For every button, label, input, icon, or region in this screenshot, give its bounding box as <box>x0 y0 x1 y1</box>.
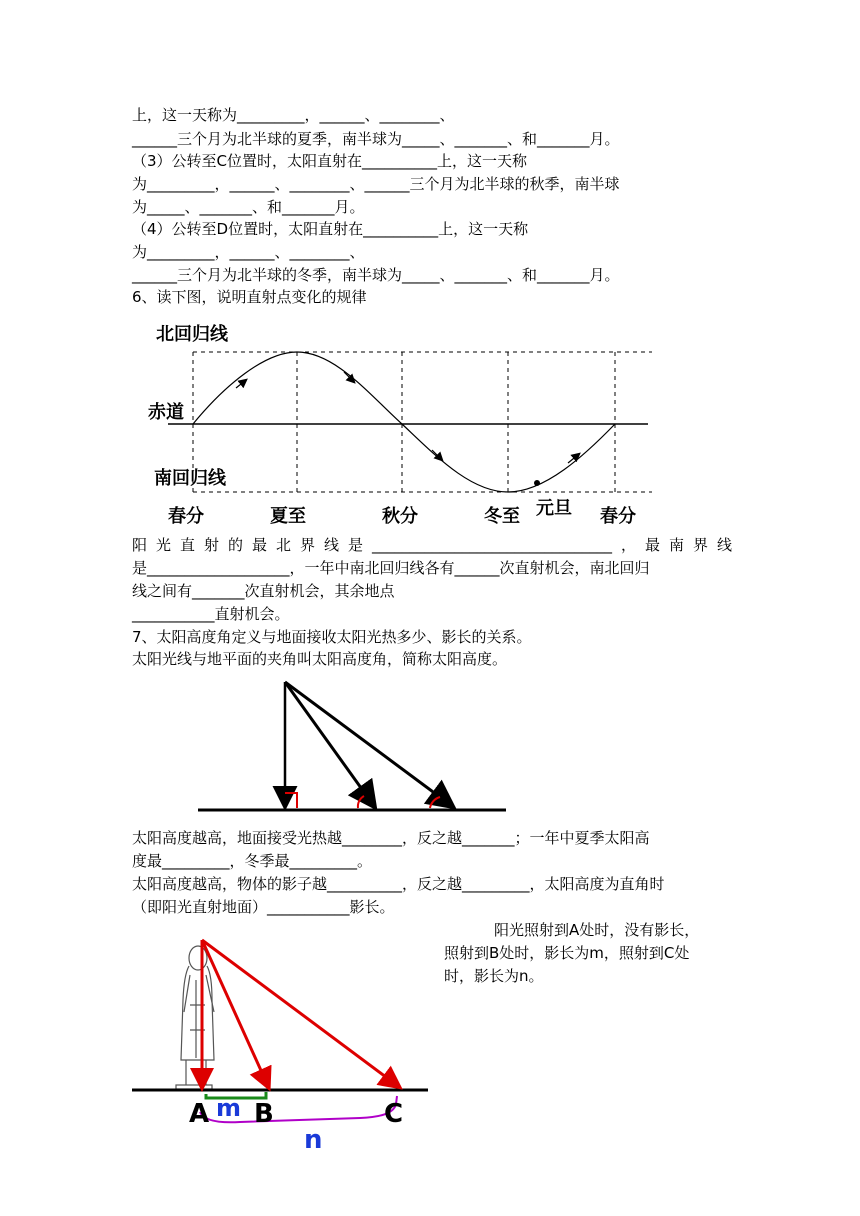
arrow-4 <box>568 454 579 463</box>
q6-line-1: 阳光直射的最北界线是________________________________，最南界线 <box>132 536 732 554</box>
ray-to-b <box>202 940 268 1086</box>
shadow-m-bracket <box>206 1092 266 1098</box>
new-year-label: 元旦 <box>536 498 572 519</box>
q7-para1-line2: 度最_________，冬季最_________。 <box>132 852 373 870</box>
angle-arc-low <box>430 797 440 808</box>
shadow-text-1: 阳光照射到A处时，没有影长， <box>494 921 700 939</box>
point-c-label: C <box>384 1099 404 1129</box>
text-line-7: 为_________，______、________、 <box>132 243 365 261</box>
text-line-3: （3）公转至C位置时，太阳直射在__________上，这一天称 <box>132 152 528 170</box>
season-label-5: 春分 <box>600 506 636 527</box>
new-year-dot <box>534 480 540 486</box>
shadow-n-label: n <box>304 1125 323 1155</box>
text-line-8: ______三个月为北半球的冬季，南半球为_____、_______、和_______月。 <box>132 266 620 284</box>
ray-to-c <box>202 940 398 1086</box>
point-b-label: B <box>254 1099 274 1129</box>
north-tropic-label: 北回归线 <box>156 324 228 345</box>
q6-line-2: 是___________________，一年中南北回归线各有______次直射机会，南北回归 <box>132 559 650 577</box>
text-line-1: 上，这一天称为_________，______、________、 <box>132 106 455 124</box>
season-label-1: 春分 <box>168 506 204 527</box>
angle-arc-medium <box>358 796 364 808</box>
text-line-4: 为_________，______、________、______三个月为北半球的秋季，南半球 <box>132 175 620 193</box>
shadow-n-bracket <box>200 1096 397 1122</box>
point-a-label: A <box>189 1099 210 1129</box>
shadow-m-label: m <box>216 1094 242 1122</box>
season-label-3: 秋分 <box>382 506 418 527</box>
equator-label: 赤道 <box>148 402 184 423</box>
arrow-2 <box>344 372 354 382</box>
q7-definition: 太阳光线与地平面的夹角叫太阳高度角，简称太阳高度。 <box>132 650 508 668</box>
question-6-title: 6、读下图，说明直射点变化的规律 <box>132 288 367 306</box>
text-line-6: （4）公转至D位置时，太阳直射在__________上，这一天称 <box>132 220 529 238</box>
q6-line-4: ___________直射机会。 <box>132 605 290 623</box>
south-tropic-label: 南回归线 <box>154 468 226 489</box>
sun-path-curve <box>193 352 615 492</box>
arrow-1 <box>236 380 246 388</box>
shadow-text-2: 照射到B处时，影长为m，照射到C处 <box>444 944 690 962</box>
q7-para1-line1: 太阳高度越高，地面接受光热越________，反之越_______；一年中夏季太阳高 <box>132 829 650 847</box>
season-label-4: 冬至 <box>484 506 520 527</box>
ray-low <box>285 682 452 806</box>
question-7-title: 7、太阳高度角定义与地面接收太阳光热多少、影长的关系。 <box>132 628 532 646</box>
q6-line-3: 线之间有_______次直射机会，其余地点 <box>132 582 395 600</box>
q7-para2-line1: 太阳高度越高，物体的影子越__________，反之越_________，太阳高度为直角时 <box>132 875 665 893</box>
right-angle-mark <box>285 793 297 808</box>
text-line-2: ______三个月为北半球的夏季，南半球为_____、_______、和_______月。 <box>132 130 620 148</box>
ray-medium <box>285 682 374 806</box>
text-line-5: 为_____、_______、和_______月。 <box>132 198 365 216</box>
season-label-2: 夏至 <box>270 506 306 527</box>
shadow-text-3: 时，影长为n。 <box>444 967 544 985</box>
q7-para2-line2: （即阳光直射地面）___________影长。 <box>132 898 395 916</box>
person-figure <box>176 946 214 1089</box>
arrow-3 <box>432 450 442 460</box>
